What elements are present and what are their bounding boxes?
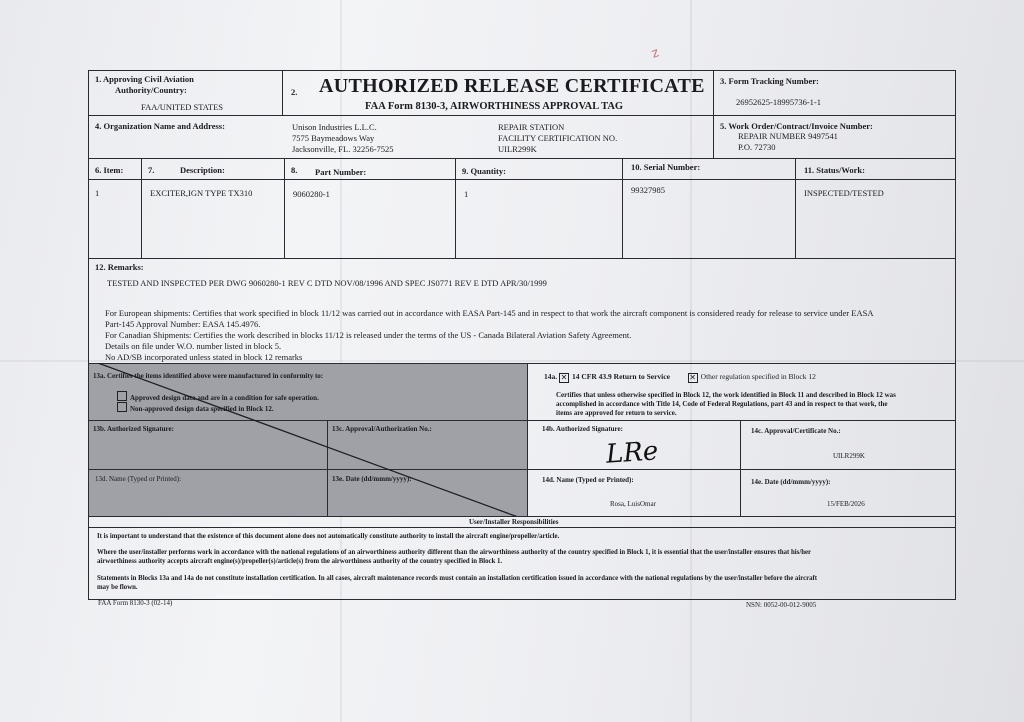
responsibilities-paragraph-2: Where the user/installer performs work in accordance with the national regulations of an airworthiness authority different than the airworthiness authority of the country specified in Block 1, it is essential that the user/installer ensures that his/her — [97, 549, 812, 556]
quantity-header: 9. Quantity: — [462, 166, 506, 176]
part-number-cell — [284, 179, 456, 259]
document-title: AUTHORIZED RELEASE CERTIFICATE — [319, 75, 705, 97]
part-number-value: 9060280-1 — [293, 189, 330, 199]
form-number: FAA Form 8130-3 (02-14) — [98, 599, 173, 607]
part-number-header: Part Number: — [315, 167, 367, 177]
part-number-number: 8. — [291, 165, 298, 175]
block-11-header — [795, 158, 956, 180]
block-1 — [88, 70, 283, 116]
responsibilities-heading: User/Installer Responsibilities — [469, 518, 559, 526]
block-1-label-2: Authority/Country: — [115, 85, 187, 95]
block-14a-option-1: 14 CFR 43.9 Return to Service — [572, 372, 670, 381]
block-14b-label: 14b. Authorized Signature: — [542, 425, 623, 433]
item-header: 6. Item: — [95, 165, 124, 175]
description-value: EXCITER,IGN TYPE TX310 — [150, 188, 253, 198]
purchase-order: P.O. 72730 — [738, 142, 776, 152]
block-13e-label: 13e. Date (dd/mmm/yyyy): — [332, 475, 412, 483]
block-14c — [740, 420, 956, 470]
org-name: Unison Industries L.L.C. — [292, 122, 377, 132]
pen-mark: z — [649, 45, 662, 62]
remarks-ad-line: No AD/SB incorporated unless stated in block 12 remarks — [105, 352, 303, 362]
item-cell — [88, 179, 142, 259]
block-1-label: 1. Approving Civil Aviation — [95, 74, 194, 84]
strike-through-line — [88, 363, 528, 517]
serial-number-value: 99327985 — [631, 185, 665, 195]
remarks-label: 12. Remarks: — [95, 262, 144, 272]
block-14a-cert-line-3: items are approved for return to service. — [556, 409, 677, 417]
block-13a-option-2-label: Non-approved design data specified in Block 12. — [130, 405, 274, 413]
block-14a-label: 14a. — [544, 372, 558, 381]
block-14a-cert-line: Certifies that unless otherwise specified in Block 12, the work identified in Block 11 and described in Block 12 was — [556, 391, 896, 399]
block-13d-label: 13d. Name (Typed or Printed): — [95, 475, 182, 483]
block-14d-label: 14d. Name (Typed or Printed): — [542, 476, 634, 484]
block-12-remarks — [88, 258, 956, 364]
bleed-through-logo — [965, 118, 995, 248]
serial-number-header: 10. Serial Number: — [631, 162, 701, 172]
block-9-header — [455, 158, 623, 180]
remarks-details-line: Details on file under W.O. number listed in block 5. — [105, 341, 282, 351]
block-13b-label: 13b. Authorized Signature: — [93, 425, 174, 433]
block-14e-label: 14e. Date (dd/mmm/yyyy): — [751, 478, 831, 486]
block-14a-options — [544, 372, 816, 383]
block-14e — [740, 469, 956, 517]
authorized-signature: LRe — [605, 436, 660, 470]
remarks-line: TESTED AND INSPECTED PER DWG 9060280-1 REV C DTD NOV/08/1996 AND SPEC JS0771 REV E DTD APR/30/1999 — [107, 278, 547, 288]
remarks-canada-line: For Canadian Shipments: Certifies the work described in blocks 11/12 is released under the terms of the US - Canada Bilateral Aviation Safety Agreement. — [105, 330, 632, 340]
block-14a-cert-line-2: accomplished in accordance with Title 14, Code of Federal Regulations, part 43 and in respect to that work, the — [556, 400, 888, 408]
block-5 — [713, 115, 956, 159]
block-8-header — [284, 158, 456, 180]
serial-number-cell — [622, 179, 796, 259]
nsn-number: NSN: 0052-00-012-9005 — [746, 601, 817, 609]
document-subtitle: FAA Form 8130-3, AIRWORTHINESS APPROVAL TAG — [365, 101, 624, 112]
remarks-eu-line-2: Part-145 Approval Number: EASA 145.4976. — [105, 319, 261, 329]
status-work-value: INSPECTED/TESTED — [804, 188, 884, 198]
block-6-header — [88, 158, 142, 180]
release-date: 15/FEB/2026 — [827, 500, 865, 508]
block-13a-option-1-label: Approved design data and are in a condition for safe operation. — [130, 394, 319, 402]
block-2-number: 2. — [291, 87, 298, 97]
description-cell — [141, 179, 285, 259]
block-4-label: 4. Organization Name and Address: — [95, 121, 225, 131]
block-4 — [88, 115, 714, 159]
block-14a-option-2: Other regulation specified in Block 12 — [700, 372, 816, 381]
block-2 — [282, 70, 714, 116]
block-13a-label: 13a. Certifies the items identified above were manufactured in conformity to: — [93, 372, 324, 380]
certification-number: UILR299K — [498, 144, 537, 154]
printed-name: Rosa, LuisOmar — [610, 500, 656, 508]
status-work-header: 11. Status/Work: — [804, 165, 865, 175]
checked-box-icon[interactable]: ✕ — [560, 373, 568, 382]
org-street: 7575 Baymeadows Way — [292, 133, 375, 143]
description-number: 7. — [148, 165, 155, 175]
item-value: 1 — [95, 188, 100, 198]
responsibilities-paragraph-2-cont: airworthiness authority accepts aircraft engine(s)/propeller(s)/article(s) from the airworthiness authority of the country specified in Block 1. — [97, 558, 503, 565]
responsibilities-box — [88, 527, 956, 600]
block-13c-label: 13c. Approval/Authorization No.: — [332, 425, 432, 433]
status-work-cell — [795, 179, 956, 259]
remarks-eu-line: For European shipments: Certifies that work specified in block 11/12 was carried out in accordance with EASA Part-145 and in respect to that work the aircraft component is considered ready for release to service under EASA — [105, 308, 874, 318]
block-3 — [713, 70, 956, 116]
checked-box-icon[interactable]: ✕ — [689, 373, 696, 382]
approval-certificate-number: UILR299K — [833, 452, 865, 460]
quantity-value: 1 — [464, 189, 469, 199]
responsibilities-paragraph-3: Statements in Blocks 13a and 14a do not constitute installation certification. In all cases, aircraft maintenance records must contain an installation certification issued in accordance with the national regulations by the user/installer before the aircraft — [97, 575, 818, 582]
block-7-header — [141, 158, 285, 180]
block-1-value: FAA/UNITED STATES — [141, 102, 224, 112]
release-certificate-form — [88, 70, 956, 609]
facility-certification: FACILITY CERTIFICATION NO. — [498, 133, 618, 143]
quantity-cell — [455, 179, 623, 259]
responsibilities-paragraph-3-cont: may be flown. — [97, 584, 138, 591]
block-5-label: 5. Work Order/Contract/Invoice Number: — [720, 121, 873, 131]
block-14d — [527, 469, 741, 517]
block-3-label: 3. Form Tracking Number: — [720, 76, 819, 86]
responsibilities-paragraph: It is important to understand that the existence of this document alone does not automatically constitute authority to install the aircraft engine/propeller/article. — [97, 533, 560, 540]
block-14c-label: 14c. Approval/Certificate No.: — [751, 427, 841, 435]
description-header: Description: — [180, 165, 225, 175]
block-10-header — [622, 158, 796, 180]
block-14a — [527, 363, 956, 421]
repair-number: REPAIR NUMBER 9497541 — [738, 131, 838, 141]
form-tracking-number: 26952625-18995736-1-1 — [736, 97, 821, 107]
repair-station: REPAIR STATION — [498, 122, 565, 132]
org-city: Jacksonville, FL. 32256-7525 — [292, 144, 394, 154]
